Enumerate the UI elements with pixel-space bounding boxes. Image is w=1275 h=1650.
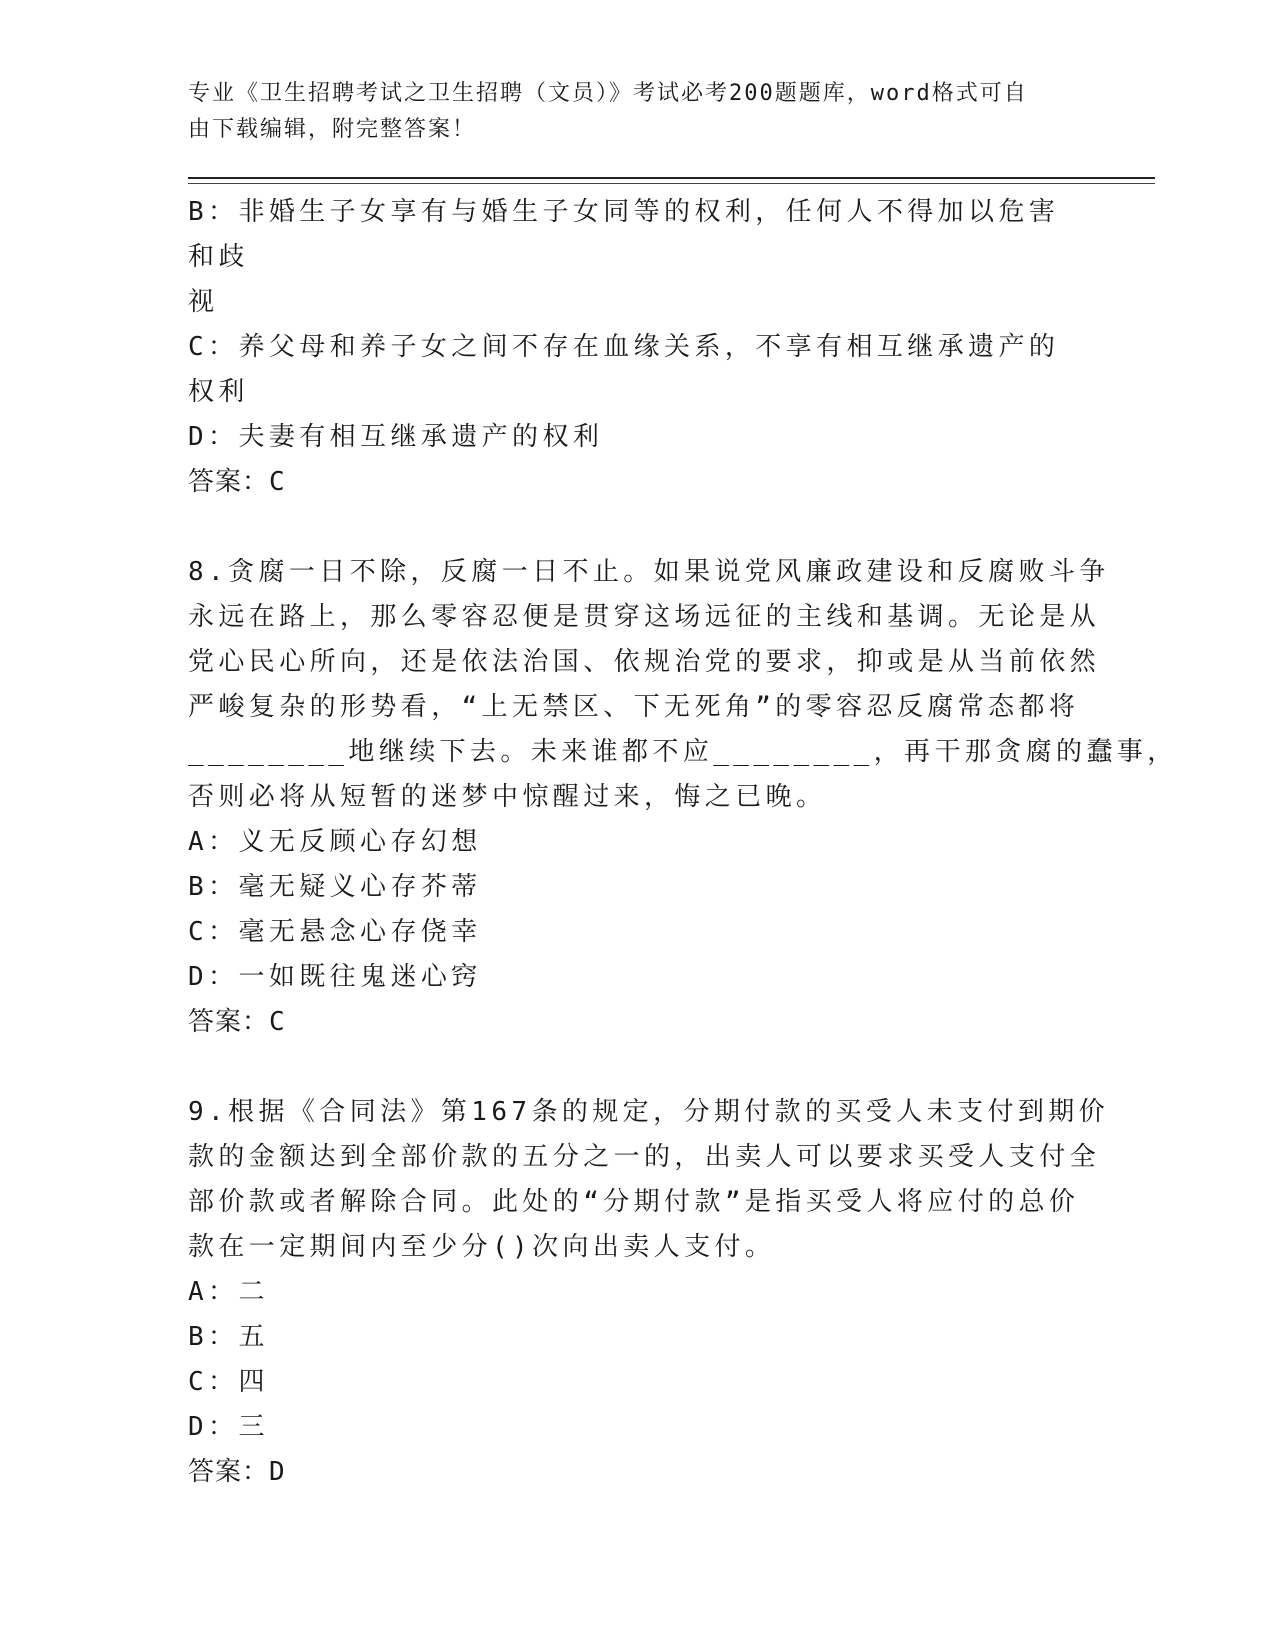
question-list	[188, 190, 1178, 1495]
q9-option-b: B：五	[188, 1322, 269, 1352]
q8-option-b: B：毫无疑义心存芥蒂	[188, 872, 482, 902]
q8-stem-line: 永远在路上，那么零容忍便是贯穿这场远征的主线和基调。无论是从	[188, 602, 1101, 632]
q8-stem-line: 否则必将从短暂的迷梦中惊醒过来，悔之已晚。	[188, 782, 827, 812]
q9-option-c: C：四	[188, 1367, 269, 1397]
q9-option-d: D：三	[188, 1412, 269, 1442]
q8-stem-line: 党心民心所向，还是依法治国、依规治党的要求，抑或是从当前依然	[188, 647, 1101, 677]
q9-stem-line: 款在一定期间内至少分()次向出卖人支付。	[188, 1232, 776, 1262]
q8-stem-line: ________地继续下去。未来谁都不应________，再干那贪腐的蠢事，	[188, 737, 1178, 767]
q8-option-d: D：一如既往鬼迷心窍	[188, 962, 482, 992]
header-line-1: 专业《卫生招聘考试之卫生招聘（文员）》考试必考200题题库，word格式可自	[188, 81, 1028, 106]
spacer	[188, 1045, 1078, 1090]
header-divider-thick	[188, 177, 1155, 179]
header-line-2: 由下载编辑，附完整答案！	[188, 117, 477, 142]
q7-option-d: D：夫妻有相互继承遗产的权利	[188, 422, 604, 452]
question-7	[188, 190, 1078, 505]
q7-answer: 答案：C	[188, 467, 286, 497]
q8-answer: 答案：C	[188, 1007, 286, 1037]
q8-stem-line: 严峻复杂的形势看，“上无禁区、下无死角”的零容忍反腐常态都将	[188, 692, 1080, 722]
q7-option-b-line-2: 视	[188, 287, 219, 317]
question-8	[188, 550, 1178, 1045]
q8-option-a: A：义无反顾心存幻想	[188, 827, 482, 857]
q9-option-a: A：二	[188, 1277, 269, 1307]
document-header	[188, 76, 1078, 148]
q7-option-c: C：养父母和养子女之间不存在血缘关系，不享有相互继承遗产的权利	[188, 332, 1060, 407]
header-divider-thin	[188, 183, 1155, 184]
spacer	[188, 505, 1078, 550]
question-9	[188, 1090, 1110, 1495]
q8-option-c: C：毫无悬念心存侥幸	[188, 917, 482, 947]
q9-answer: 答案：D	[188, 1457, 286, 1487]
q9-stem-line: 部价款或者解除合同。此处的“分期付款”是指买受人将应付的总价	[188, 1187, 1080, 1217]
q9-stem-line: 款的金额达到全部价款的五分之一的，出卖人可以要求买受人支付全	[188, 1142, 1101, 1172]
q9-stem-line: 9.根据《合同法》第167条的规定，分期付款的买受人未支付到期价	[188, 1097, 1110, 1127]
q8-stem-line: 8.贪腐一日不除，反腐一日不止。如果说党风廉政建设和反腐败斗争	[188, 557, 1110, 587]
q7-option-b-line-1: B：非婚生子女享有与婚生子女同等的权利，任何人不得加以危害和歧	[188, 197, 1060, 272]
